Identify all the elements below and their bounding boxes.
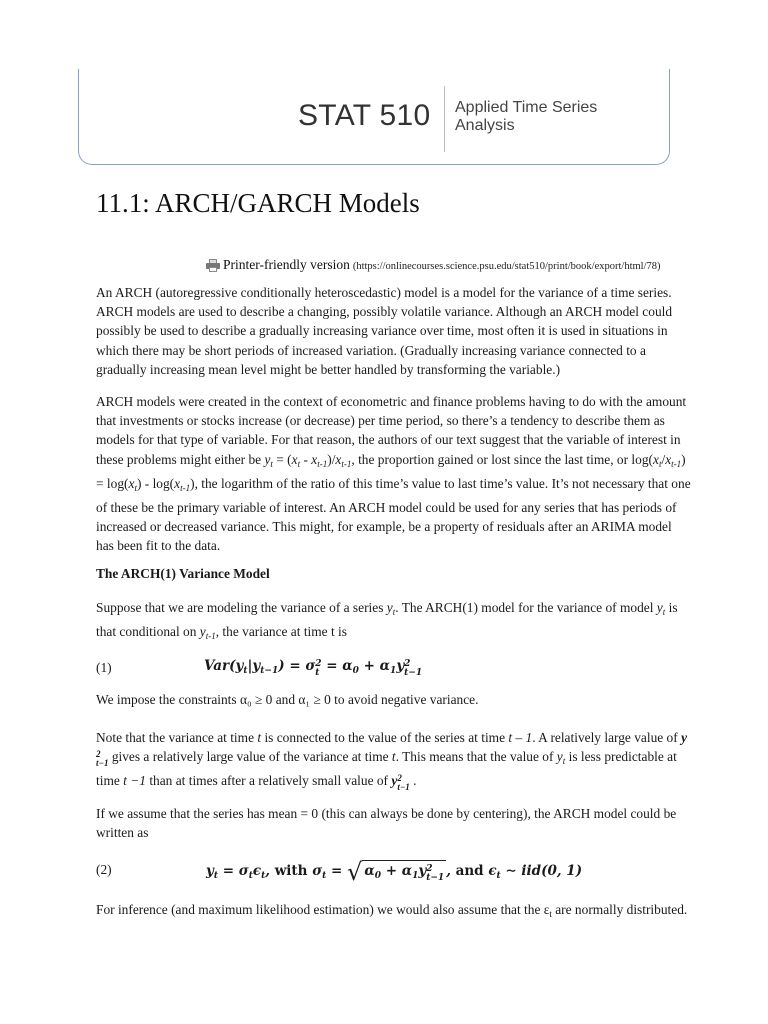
- paragraph-suppose: Suppose that we are modeling the variance of a series $y_t$. The ARCH(1) model for the variance of model $y_t$ is that conditional on $y_{t-1}$, the variance at time t is: [96, 600, 678, 642]
- equation-1: [96, 654, 696, 684]
- equation-2-number: (2): [96, 862, 112, 877]
- printer-friendly-url: (https://onlinecourses.science.psu.edu/stat510/print/book/export/html/78): [352, 261, 661, 272]
- paragraph-constraints: We impose the constraints α₀ ≥ 0 and α₁ ≥ 0 to avoid negative variance.: [96, 692, 479, 707]
- printer-friendly-label[interactable]: Printer-friendly version: [223, 257, 350, 272]
- equation-1-formula: $Var(y_t|y_{t-1}) = \sigma 2$ $t = \alpha_0 + \alpha_1y2$ t−1: [204, 658, 423, 678]
- paragraph-inference: For inference (and maximum likelihood estimation) we would also assume that the $\varepsilon_t$ are normally distributed.: [96, 902, 688, 919]
- page-title: 11.1: ARCH/GARCH Models: [96, 188, 420, 218]
- course-name: Applied Time Series Analysis: [455, 99, 598, 134]
- paragraph-intro: An ARCH (autoregressive conditionally heteroscedastic) model is a model for the variance of a time series. ARCH models are used to describe a changing, possibly volatile variance. Although an ARCH model could possibly be used to describe a gradually increasing variance over time, most often it is used in situations in which there may be short periods of increased variation. (Gradually increasing variance connected to a gradually increasing mean level might be better handled by transforming the variable.): [96, 285, 673, 377]
- paragraph-mean-zero: If we assume that the series has mean = 0 (this can always be done by centering), the ARCH model could be written as: [96, 806, 677, 841]
- course-code: STAT 510: [298, 99, 431, 132]
- equation-2: [96, 854, 696, 884]
- printer-friendly-link[interactable]: [206, 257, 661, 273]
- equation-1-number: (1): [96, 660, 112, 675]
- paragraph-context: ARCH models were created in the context of econometric and finance problems having to do with the amount that investments or stocks increase (or decrease) per time period, so there’s a tendency to describe them as models for that type of variable. For that reason, the authors of our text suggest that the variable of interest in these problems might either be $y_t = (x_t - x_{t-1})/x_{t-1}$, the proportion gained or lost since the last time, or $\log(x_t/x_{t-1}) = \log(x_t) - \log(x_{t-1})$, the logarithm of the ratio of this time’s value to last time’s value. It’s not necessary that one of these be the primary variable of interest. An ARCH model could be used for any series that has periods of increased or decreased variance. This might, for example, be a property of residuals after an ARIMA model has been fit to the data.: [96, 394, 691, 554]
- printer-icon: [206, 259, 220, 271]
- header-divider: [444, 86, 445, 152]
- paragraph-note: Note that the variance at time t is connected to the value of the series at time t – 1. A relatively large value of y2 t−1 gives a relatively large value of the variance at time t. This means that the value of $y_t$ is less predictable at time t −1 than at times after a relatively small value of y2 t−1 .: [96, 730, 688, 793]
- section-heading-arch1: The ARCH(1) Variance Model: [96, 566, 270, 581]
- equation-2-formula: $y_t = \sigma_t\epsilon_t$, with $\sigma_t$ = √ $\alpha_0 + \alpha_1y2$ t−1 , and $\epsilon_t$ ∼ iid(0, 1): [206, 858, 583, 886]
